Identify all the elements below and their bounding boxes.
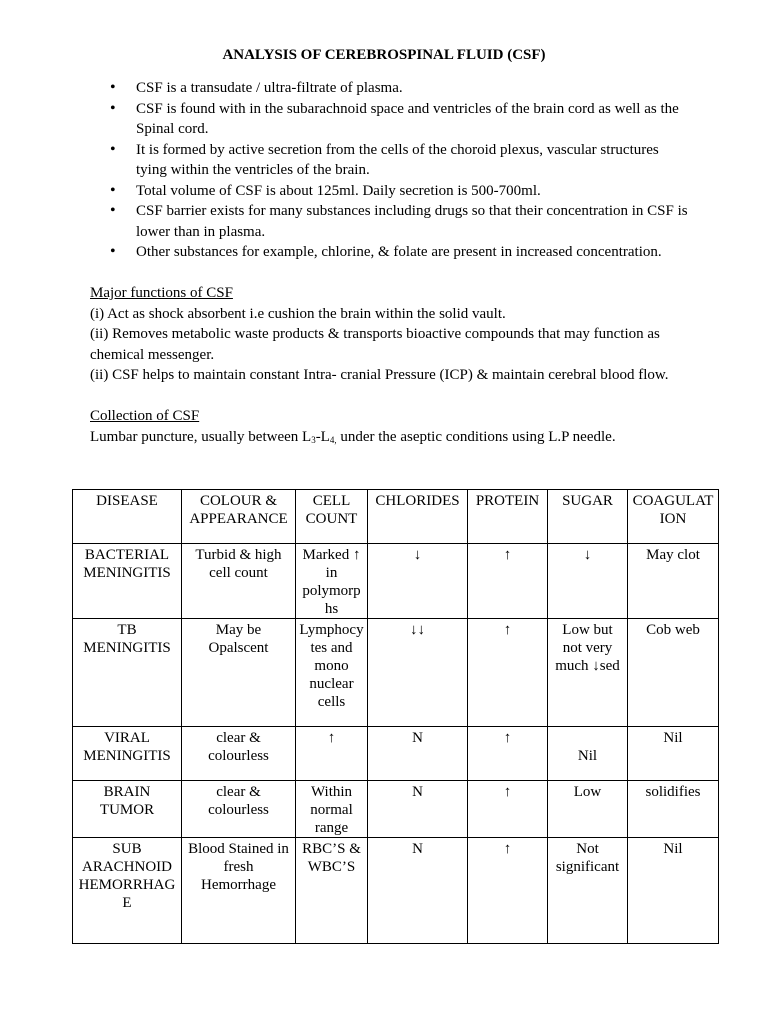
column-header: CHLORIDES [368, 490, 468, 544]
subscript-3: 3 [311, 434, 316, 445]
function-item: (ii) Removes metabolic waste products & transports bioactive compounds that may function as chemical messenger. [90, 326, 660, 363]
collection-text-end: under the aseptic conditions using L.P needle. [336, 428, 616, 445]
table-cell: ↓ [548, 544, 628, 619]
column-header: CELL COUNT [296, 490, 368, 544]
table-cell: Marked ↑ in polymorphs [296, 544, 368, 619]
table-cell: Cob web [628, 619, 719, 727]
table-cell: SUB ARACHNOID HEMORRHAGE [73, 838, 182, 944]
functions-section [90, 283, 700, 386]
column-header: COLOUR & APPEARANCE [182, 490, 296, 544]
table-cell: BACTERIAL MENINGITIS [73, 544, 182, 619]
table-cell: N [368, 727, 468, 781]
collection-dash: -L [315, 428, 330, 445]
list-item: • CSF is found with in the subarachnoid space and ventricles of the brain cord as well as the Spinal cord. [108, 99, 688, 140]
table-cell: VIRAL MENINGITIS [73, 727, 182, 781]
table-cell: Lymphocytes and mono nuclear cells [296, 619, 368, 727]
table-cell: ↑ [468, 619, 548, 727]
table-cell: ↑ [468, 838, 548, 944]
list-item: • Other substances for example, chlorine, & folate are present in increased concentration. [108, 242, 688, 263]
table-cell: Within normal range [296, 781, 368, 838]
table-row [73, 544, 719, 619]
list-item: • It is formed by active secretion from the cells of the choroid plexus, vascular structures tying within the ventricles of the brain. [108, 140, 688, 181]
table-cell: solidifies [628, 781, 719, 838]
list-item: • CSF barrier exists for many substances including drugs so that their concentration in CSF is lower than in plasma. [108, 201, 688, 242]
table-cell: ↑ [296, 727, 368, 781]
table-cell: RBC’S & WBC’S [296, 838, 368, 944]
table-cell: Turbid & high cell count [182, 544, 296, 619]
table-cell: Not significant [548, 838, 628, 944]
functions-heading: Major functions of CSF [90, 285, 233, 301]
csf-analysis-table [72, 489, 719, 944]
table-cell: Blood Stained in fresh Hemorrhage [182, 838, 296, 944]
table-cell: Nil [628, 727, 719, 781]
table-cell: clear & colourless [182, 781, 296, 838]
table-cell: Low but not very much ↓sed [548, 619, 628, 727]
column-header: COAGULATION [628, 490, 719, 544]
table-cell: ↑ [468, 544, 548, 619]
table-cell: BRAIN TUMOR [73, 781, 182, 838]
csf-facts-list [108, 78, 688, 263]
table-cell: ↑ [468, 781, 548, 838]
table-cell: May clot [628, 544, 719, 619]
table-row [73, 619, 719, 727]
table-row [73, 781, 719, 838]
table-cell: N [368, 838, 468, 944]
column-header: PROTEIN [468, 490, 548, 544]
list-item: • CSF is a transudate / ultra-filtrate of plasma. [108, 78, 688, 99]
table-cell: N [368, 781, 468, 838]
table-cell: Nil [548, 727, 628, 781]
table-header-row [73, 490, 719, 544]
table-cell: Nil [628, 838, 719, 944]
table-cell: ↓↓ [368, 619, 468, 727]
function-item: (ii) CSF helps to maintain constant Intra- cranial Pressure (ICP) & maintain cerebral blood flow. [90, 367, 669, 383]
table-cell: ↓ [368, 544, 468, 619]
table-cell: TB MENINGITIS [73, 619, 182, 727]
column-header: SUGAR [548, 490, 628, 544]
collection-heading: Collection of CSF [90, 408, 200, 424]
table-row [73, 838, 719, 944]
table-cell: Low [548, 781, 628, 838]
list-item: • Total volume of CSF is about 125ml. Daily secretion is 500-700ml. [108, 181, 688, 202]
collection-text [90, 427, 700, 448]
table-cell: clear & colourless [182, 727, 296, 781]
document-title: ANALYSIS OF CEREBROSPINAL FLUID (CSF) [222, 47, 546, 63]
function-item: (i) Act as shock absorbent i.e cushion the brain within the solid vault. [90, 305, 506, 322]
collection-text-start: Lumbar puncture, usually between L [90, 428, 312, 445]
table-row [73, 727, 719, 781]
column-header: DISEASE [73, 490, 182, 544]
table-cell: May be Opalscent [182, 619, 296, 727]
collection-section [90, 406, 700, 447]
subscript-4: 4, [329, 434, 337, 445]
table-cell: ↑ [468, 727, 548, 781]
